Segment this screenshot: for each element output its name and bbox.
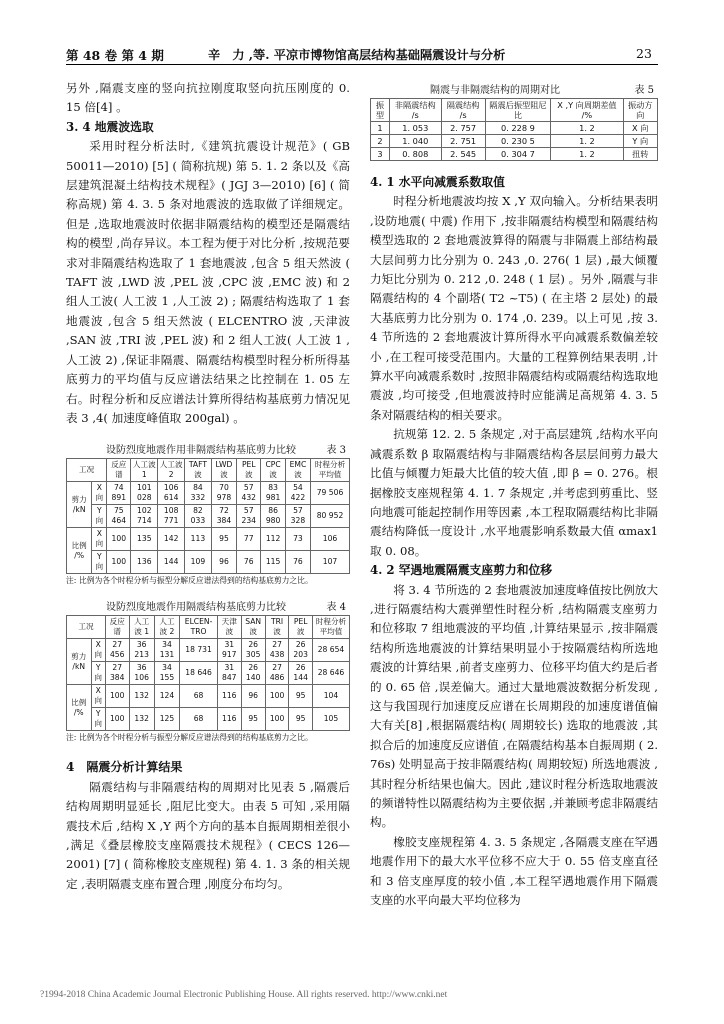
cell: 100 bbox=[107, 551, 131, 574]
header-cell: 振动方向 bbox=[623, 99, 657, 122]
paragraph: 抗规第 12. 2. 5 条规定 ,对于高层建筑 ,结构水平向减震系数 β 取隔震结构与非隔震结构各层层间剪力最大比值与倾覆力矩最大比值的较大值 ,即 β = 0. 276。根据橡胶支座规程第 4. 1. 7 条规定 ,并考虑到剪重比、竖向地震可能起控制作用等因素 ,本工程取隔震结构比非隔震结构降低一度设计 ,水平地震影响系数最大值 αmax1 取 0. 08。 bbox=[370, 427, 658, 558]
header-cell: 反应谱 bbox=[107, 459, 131, 482]
header-cell: 振型 bbox=[371, 99, 390, 122]
right-column bbox=[370, 84, 658, 910]
cell: 18 646 bbox=[180, 662, 218, 685]
cell: 1. 2 bbox=[551, 135, 623, 148]
cell: 27 384 bbox=[105, 662, 129, 685]
paragraph: 将 3. 4 节所选的 2 套地震波加速度峰值按比例放大 ,进行隔震结构大震弹塑性时程分析 ,结构隔震支座剪力和位移取 7 组地震波的平均值 ,计算结果显示 ,按非隔震结构所选地震波的计算结果明显小于按隔震结构所选地震波的计算结果 ,前者支座剪力、位移平均值大约是后者的 0. 65 倍 ,误差偏大。通过大量地震波数据分析发现 ,这与我国现行加速度反应谱在长周期段的加速度谱值偏大有关[8] ,根据隔震结构( 周期较长) 选取的地震波 ,其拟合后的加速度反应谱值 ,在隔震结构基本自振周期 ( 2. 76s) 处明显高于按非隔震结构( 周期较短) 所选地震波 ,其时程分析结果也偏大。因此 ,建议时程分析选取地震波的频谱特性以隔震结构为主要依据 ,并兼顾考虑非隔震结构。 bbox=[370, 582, 658, 830]
cell: 68 bbox=[180, 685, 218, 708]
cell: X 向 bbox=[623, 122, 657, 135]
cell: 28 654 bbox=[312, 639, 349, 662]
paragraph: 采用时程分析法时,《建筑抗震设计规范》( GB 50011—2010) [5] ( 简称抗规) 第 5. 1. 2 条以及《高层建筑混凝土结构技术规程》( JGJ 3—2010) [6] ( 简称高规) 第 4. 3. 5 条对地震波的选取做了详细规定。但是 ,选取地震波时依据非隔震结构的模型还是隔震结构的模型 ,尚存异议。本工程为便于对比分析 ,按规范要求对非隔震结构选取了 1 套地震波 ,包含 5 组天然波 ( TAFT 波 ,LWD 波 ,PEL 波 ,CPC 波 ,EMC 波) 和 2 组人工波( 人工波 1 ,人工波 2) ; 隔震结构选取了 1 套地震波 ,包含 5 组天然波 ( ELCENTRO 波 ,天津波 ,SAN 波 ,TRI 波 ,PEL 波) 和 2 组人工波( 人工波 1 ,人工波 2) ,保证非隔震、隔震结构模型时程分析所得基底剪力的平均值与反应谱法结果之比控制在 1. 05 左右。时程分析和反应谱法计算所得结构基底剪力情况见表 3 ,4( 加速度峰值取 200gal) 。 bbox=[66, 139, 350, 425]
cell: 142 bbox=[158, 528, 185, 551]
header-cell: ELCEN-TRO bbox=[180, 616, 218, 639]
header-cell: PEL 波 bbox=[289, 616, 313, 639]
header-cell: 非隔震结构 /s bbox=[389, 99, 441, 122]
header-cell: LWD 波 bbox=[211, 459, 236, 482]
cell: 100 bbox=[265, 708, 289, 731]
cell: 2. 545 bbox=[441, 148, 485, 161]
table-row bbox=[371, 135, 658, 148]
cell: 113 bbox=[185, 528, 212, 551]
table-row bbox=[67, 708, 350, 731]
table-row bbox=[371, 122, 658, 135]
cell: 27 438 bbox=[265, 639, 289, 662]
header-cell: 人工波 1 bbox=[131, 459, 158, 482]
cell: 108 771 bbox=[158, 505, 185, 528]
cell: 132 bbox=[129, 685, 154, 708]
row-dir: X 向 bbox=[92, 528, 107, 551]
cell: 57 234 bbox=[237, 505, 261, 528]
cell: 31 847 bbox=[217, 662, 241, 685]
cell: 100 bbox=[105, 685, 129, 708]
header-rule bbox=[66, 64, 658, 65]
cell: 36 213 bbox=[129, 639, 154, 662]
row-group-label: 比例 /% bbox=[67, 528, 92, 574]
paragraph: 隔震结构与非隔震结构的周期对比见表 5 ,隔震后结构周期明显延长 ,阻尼比变大。由表 5 可知 ,采用隔震技术后 ,结构 X ,Y 两个方向的基本自振周期相差很小 ,满足《叠层橡胶支座隔震技术规程》( CECS 126—2001) [7] ( 简称橡胶支座规程) 第 4. 1. 3 条的相关规定 ,表明隔震支座布置合理 ,刚度分布均匀。 bbox=[66, 779, 350, 891]
header-cell: 时程分析平均值 bbox=[312, 616, 349, 639]
cell: 115 bbox=[261, 551, 285, 574]
row-dir: X 向 bbox=[91, 639, 105, 662]
journal-issue: 第 48 卷 第 4 期 bbox=[66, 48, 164, 63]
table-label: 表 3 bbox=[326, 445, 346, 457]
table-3 bbox=[66, 444, 350, 587]
header-cell: CPC 波 bbox=[261, 459, 285, 482]
cell: 102 714 bbox=[131, 505, 158, 528]
cell: 26 203 bbox=[289, 639, 313, 662]
paragraph: 另外 ,隔震支座的竖向抗拉刚度取竖向抗压刚度的 0. 15 倍[4] 。 bbox=[66, 81, 350, 115]
header-cell: 反应谱 bbox=[105, 616, 129, 639]
data-table bbox=[66, 615, 350, 731]
cell: 112 bbox=[261, 528, 285, 551]
running-title: 辛 力 ,等. 平凉市博物馆高层结构基础隔震设计与分析 bbox=[208, 48, 506, 62]
cell: 3 bbox=[371, 148, 390, 161]
cell: 75 464 bbox=[107, 505, 131, 528]
table-row bbox=[67, 639, 350, 662]
cell: 1. 2 bbox=[551, 122, 623, 135]
cell: 106 614 bbox=[158, 482, 185, 505]
row-dir: Y 向 bbox=[91, 708, 105, 731]
header-cell: X ,Y 向周期差值 /% bbox=[551, 99, 623, 122]
cell: 2 bbox=[371, 135, 390, 148]
paragraph: 橡胶支座规程第 4. 3. 5 条规定 ,各隔震支座在罕遇地震作用下的最大水平位移不应大于 0. 55 倍支座直径和 3 倍支座厚度的较小值 ,本工程罕遇地震作用下隔震支座的水平向最大平均位移为 bbox=[370, 834, 658, 908]
header-cell: 工况 bbox=[67, 616, 106, 639]
cell: 79 506 bbox=[311, 482, 350, 505]
cell: 1. 053 bbox=[389, 122, 441, 135]
cell: 2. 751 bbox=[441, 135, 485, 148]
cell: 96 bbox=[241, 685, 265, 708]
cell: 70 978 bbox=[211, 482, 236, 505]
cell: 86 980 bbox=[261, 505, 285, 528]
cell: 27 486 bbox=[265, 662, 289, 685]
header-cell: EMC 波 bbox=[285, 459, 310, 482]
cell: 26 305 bbox=[241, 639, 265, 662]
cell: 116 bbox=[217, 708, 241, 731]
cell: 74 891 bbox=[107, 482, 131, 505]
cell: 26 140 bbox=[241, 662, 265, 685]
cell: 84 332 bbox=[185, 482, 212, 505]
cell: 27 456 bbox=[105, 639, 129, 662]
cell: 96 bbox=[211, 551, 236, 574]
cell: 83 981 bbox=[261, 482, 285, 505]
table-row bbox=[67, 505, 350, 528]
table-4 bbox=[66, 601, 350, 744]
cell: 68 bbox=[180, 708, 218, 731]
cell: 0. 230 5 bbox=[485, 135, 551, 148]
row-dir: Y 向 bbox=[91, 662, 105, 685]
header-cell: 工况 bbox=[67, 459, 107, 482]
cell: 95 bbox=[241, 708, 265, 731]
table-title: 设防烈度地震作用非隔震结构基底剪力比较 bbox=[106, 445, 296, 457]
row-dir: Y 向 bbox=[92, 505, 107, 528]
cell: 36 106 bbox=[129, 662, 154, 685]
cell: 26 144 bbox=[289, 662, 313, 685]
cell: 73 bbox=[285, 528, 310, 551]
cell: 72 384 bbox=[211, 505, 236, 528]
paragraph: 时程分析地震波均按 X ,Y 双向输入。分析结果表明 ,设防地震( 中震) 作用下 ,按非隔震结构模型和隔震结构模型选取的 2 套地震波算得的隔震与非隔震上部结构最大层间剪力比分别为 0. 243 ,0. 276( 1 层) ,最大倾覆力矩比分别为 0. 212 ,0. 248 ( 1 层) 。另外 ,隔震与非隔震结构的 4 个副塔( T2 ~T5) ( 在主塔 2 层处) 的最大基底剪力比分别为 0. 174 ,0. 239。以上可见 ,按 3. 4 节所选的 2 套地震波计算所得水平向减震系数偏差较小 ,在工程可接受范围内。大量的工程算例结果表明 ,计算水平向减震系数时 ,按照非隔震结构或隔震结构选取地震波 ,均可接受 ,但地震波持时应能满足高规第 4. 3. 5 条对隔震结构的相关要求。 bbox=[370, 194, 658, 422]
cell: 1. 2 bbox=[551, 148, 623, 161]
table-row bbox=[67, 528, 350, 551]
table-title: 隔震与非隔震结构的周期对比 bbox=[430, 85, 560, 96]
row-dir: X 向 bbox=[91, 685, 105, 708]
cell: 76 bbox=[237, 551, 261, 574]
header-cell: 时程分析平均值 bbox=[311, 459, 350, 482]
header-cell: 人工波 1 bbox=[129, 616, 154, 639]
cell: 125 bbox=[154, 708, 179, 731]
table-row bbox=[67, 551, 350, 574]
header-cell: TAFT 波 bbox=[185, 459, 212, 482]
left-column bbox=[66, 79, 350, 894]
table-note: 注: 比例为各个时程分析与振型分解反应谱法得到的结构基底剪力之比。 bbox=[66, 733, 313, 743]
cell: 124 bbox=[154, 685, 179, 708]
table-label: 表 4 bbox=[326, 602, 346, 614]
cell: 100 bbox=[105, 708, 129, 731]
cell: 18 731 bbox=[180, 639, 218, 662]
cell: 116 bbox=[217, 685, 241, 708]
cell: 80 952 bbox=[311, 505, 350, 528]
header-cell: SAN 波 bbox=[241, 616, 265, 639]
page-number: 23 bbox=[636, 46, 652, 61]
cell: 100 bbox=[107, 528, 131, 551]
header-cell: 隔震结构 /s bbox=[441, 99, 485, 122]
cell: 132 bbox=[129, 708, 154, 731]
row-group-label: 剪力 /kN bbox=[67, 482, 92, 528]
cell: 107 bbox=[311, 551, 350, 574]
row-dir: X 向 bbox=[92, 482, 107, 505]
cell: 54 422 bbox=[285, 482, 310, 505]
table-caption bbox=[66, 444, 350, 458]
header-cell: 人工波 2 bbox=[154, 616, 179, 639]
cell: Y 向 bbox=[623, 135, 657, 148]
table-caption bbox=[370, 84, 658, 98]
cell: 136 bbox=[131, 551, 158, 574]
cell: 82 033 bbox=[185, 505, 212, 528]
cell: 95 bbox=[289, 685, 313, 708]
header-cell: 人工波 2 bbox=[158, 459, 185, 482]
cell: 0. 808 bbox=[389, 148, 441, 161]
table-title: 设防烈度地震作用隔震结构基底剪力比较 bbox=[106, 602, 286, 614]
table-row bbox=[67, 662, 350, 685]
cell: 104 bbox=[312, 685, 349, 708]
header-cell: 隔震后振型阻尼比 bbox=[485, 99, 551, 122]
table-row bbox=[67, 685, 350, 708]
cell: 34 155 bbox=[154, 662, 179, 685]
table-label: 表 5 bbox=[634, 85, 654, 96]
cell: 31 917 bbox=[217, 639, 241, 662]
cell: 100 bbox=[265, 685, 289, 708]
cell: 扭转 bbox=[623, 148, 657, 161]
copyright-footer: ?1994-2018 China Academic Journal Electronic Publishing House. All rights reserved. http://www.cnki.net bbox=[40, 990, 448, 1000]
header-cell: PEL 波 bbox=[237, 459, 261, 482]
table-5 bbox=[370, 84, 658, 161]
cell: 77 bbox=[237, 528, 261, 551]
table-caption bbox=[66, 601, 350, 615]
cell: 105 bbox=[312, 708, 349, 731]
row-dir: Y 向 bbox=[92, 551, 107, 574]
cell: 0. 304 7 bbox=[485, 148, 551, 161]
section-heading-3-4: 3. 4 地震波选取 bbox=[66, 119, 154, 134]
cell: 2. 757 bbox=[441, 122, 485, 135]
cell: 0. 228 9 bbox=[485, 122, 551, 135]
cell: 28 646 bbox=[312, 662, 349, 685]
cell: 76 bbox=[285, 551, 310, 574]
cell: 135 bbox=[131, 528, 158, 551]
cell: 106 bbox=[311, 528, 350, 551]
header-cell: 天津波 bbox=[217, 616, 241, 639]
cell: 95 bbox=[211, 528, 236, 551]
cell: 1 bbox=[371, 122, 390, 135]
row-group-label: 比例 /% bbox=[67, 685, 92, 731]
row-group-label: 剪力 /kN bbox=[67, 639, 92, 685]
table-row bbox=[67, 482, 350, 505]
section-heading-4-2: 4. 2 罕遇地震隔震支座剪力和位移 bbox=[370, 563, 553, 578]
data-table bbox=[66, 458, 350, 574]
cell: 1. 040 bbox=[389, 135, 441, 148]
cell: 57 432 bbox=[237, 482, 261, 505]
section-heading-4: 4 隔震分析计算结果 bbox=[66, 760, 183, 775]
cell: 95 bbox=[289, 708, 313, 731]
cell: 101 028 bbox=[131, 482, 158, 505]
cell: 34 131 bbox=[154, 639, 179, 662]
cell: 109 bbox=[185, 551, 212, 574]
table-note: 注: 比例为各个时程分析与振型分解反应谱法得到的结构基底剪力之比。 bbox=[66, 576, 313, 586]
cell: 57 328 bbox=[285, 505, 310, 528]
section-heading-4-1: 4. 1 水平向减震系数取值 bbox=[370, 175, 505, 189]
cell: 144 bbox=[158, 551, 185, 574]
table-row bbox=[371, 148, 658, 161]
header-cell: TRI 波 bbox=[265, 616, 289, 639]
data-table bbox=[370, 98, 658, 161]
